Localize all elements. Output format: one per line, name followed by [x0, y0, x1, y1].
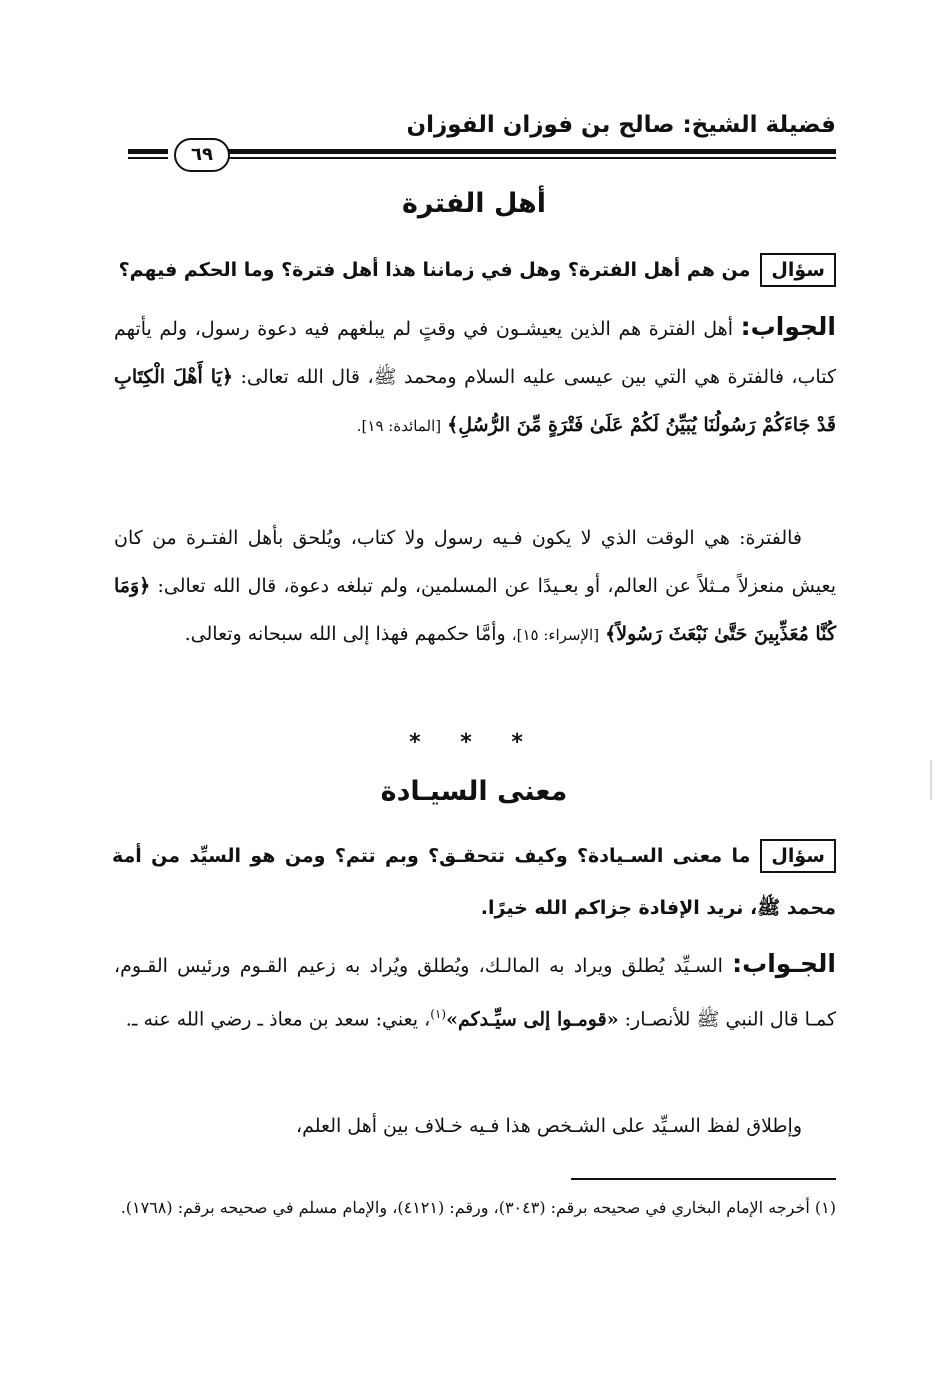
paragraph-text-end: وأمَّا حكمهم فهذا إلى الله سبحانه وتعالى. [184, 623, 506, 645]
footnote-marker: (١) [430, 1007, 447, 1021]
header-rule-left-thick [128, 149, 168, 154]
question-label: سؤال [760, 253, 836, 287]
quran-verse-isra: ﴿وَمَا كُنَّا مُعَذِّبِينَ حَتَّىٰ نَبْعَثَ رَسُولاً﴾ [114, 575, 836, 645]
paragraph-siyada-usage [114, 1102, 836, 1150]
question-text: ما معنى السـيادة؟ وكيف تتحقـق؟ وبم تتم؟ ومن هو السيِّد من أمة محمد ﷺ، نريد الإفادة جزاكم الله خيرًا. [112, 845, 836, 919]
section-title-siyada: معنى السيـادة [380, 776, 568, 807]
answer-label: الجـواب: [732, 949, 836, 978]
paragraph-fatra-definition [114, 514, 836, 659]
page-number: ٦٩ [174, 138, 230, 172]
hadith-quote: «قومـوا إلى سيِّـدكم» [446, 1008, 619, 1031]
question-label: سؤال [760, 839, 836, 873]
section-separator: * * * [409, 730, 539, 755]
answer-text-continued: ، يعني: سعد بن معاذ ـ رضي الله عنه ـ. [125, 1008, 431, 1031]
footnote-rule [571, 1178, 836, 1180]
scan-margin-mark [930, 760, 932, 800]
paragraph-text: وإطلاق لفظ السـيِّد على الشـخص هذا فـيه خـلاف بين أهل العلم، [295, 1115, 802, 1137]
quran-reference: [المائدة: ١٩]. [356, 417, 442, 435]
header-rule-thin [228, 157, 836, 159]
footnote-1: (١) أخرجه الإمام البخاري في صحيحه برقم: (٣٠٤٣)، ورقم: (٤١٢١)، والإمام مسلم في صحيحه برقم: (١٧٦٨). [120, 1198, 836, 1217]
question-siyada [112, 830, 836, 934]
running-title: فضيلة الشيخ: صالح بن فوزان الفوزان [406, 112, 836, 138]
question-text: من هم أهل الفترة؟ وهل في زماننا هذا أهل فترة؟ وما الحكم فيهم؟ [118, 259, 751, 281]
section-title-fatra: أهل الفترة [401, 188, 547, 219]
paragraph-text: فالفترة: هي الوقت الذي لا يكون فـيه رسول ولا كتاب، ويُلحق بأهل الفتـرة من كان يعيش منعزلاً مـثلاً عن العالم، أو بعـيدًا عن المسلمين، ولم تبلغه دعوة، قال الله تعالى: [114, 527, 836, 597]
answer-text: السـيِّد يُطلق ويراد به المالـك، ويُطلق ويُراد به زعيم القـوم ورئيس القـوم، كمـا قال النبي ﷺ للأنصـار: [114, 955, 836, 1031]
header-rule [128, 138, 836, 172]
header-rule-left-thin [128, 157, 168, 159]
answer-text: أهل الفترة هم الذين يعيشـون في وقتٍ لم يبلغهم فيه دعوة رسول، ولم يأتهم كتاب، فالفترة هي التي بين عيسى عليه السلام ومحمد ﷺ، قال الله تعالى: [114, 318, 837, 388]
answer-label: الجواب: [740, 312, 836, 341]
quran-verse-maidah: ﴿يَا أَهْلَ الْكِتَابِ قَدْ جَاءَكُمْ رَسُولُنَا يُبَيِّنُ لَكُمْ عَلَىٰ فَتْرَةٍ مِّنَ الرُّسُلِ﴾ [114, 366, 836, 436]
question-fatra [112, 244, 836, 296]
quran-reference: [الإسراء: ١٥]، [511, 626, 600, 644]
header-rule-thick [228, 149, 836, 154]
answer-siyada [114, 940, 836, 1043]
answer-fatra [114, 303, 836, 450]
